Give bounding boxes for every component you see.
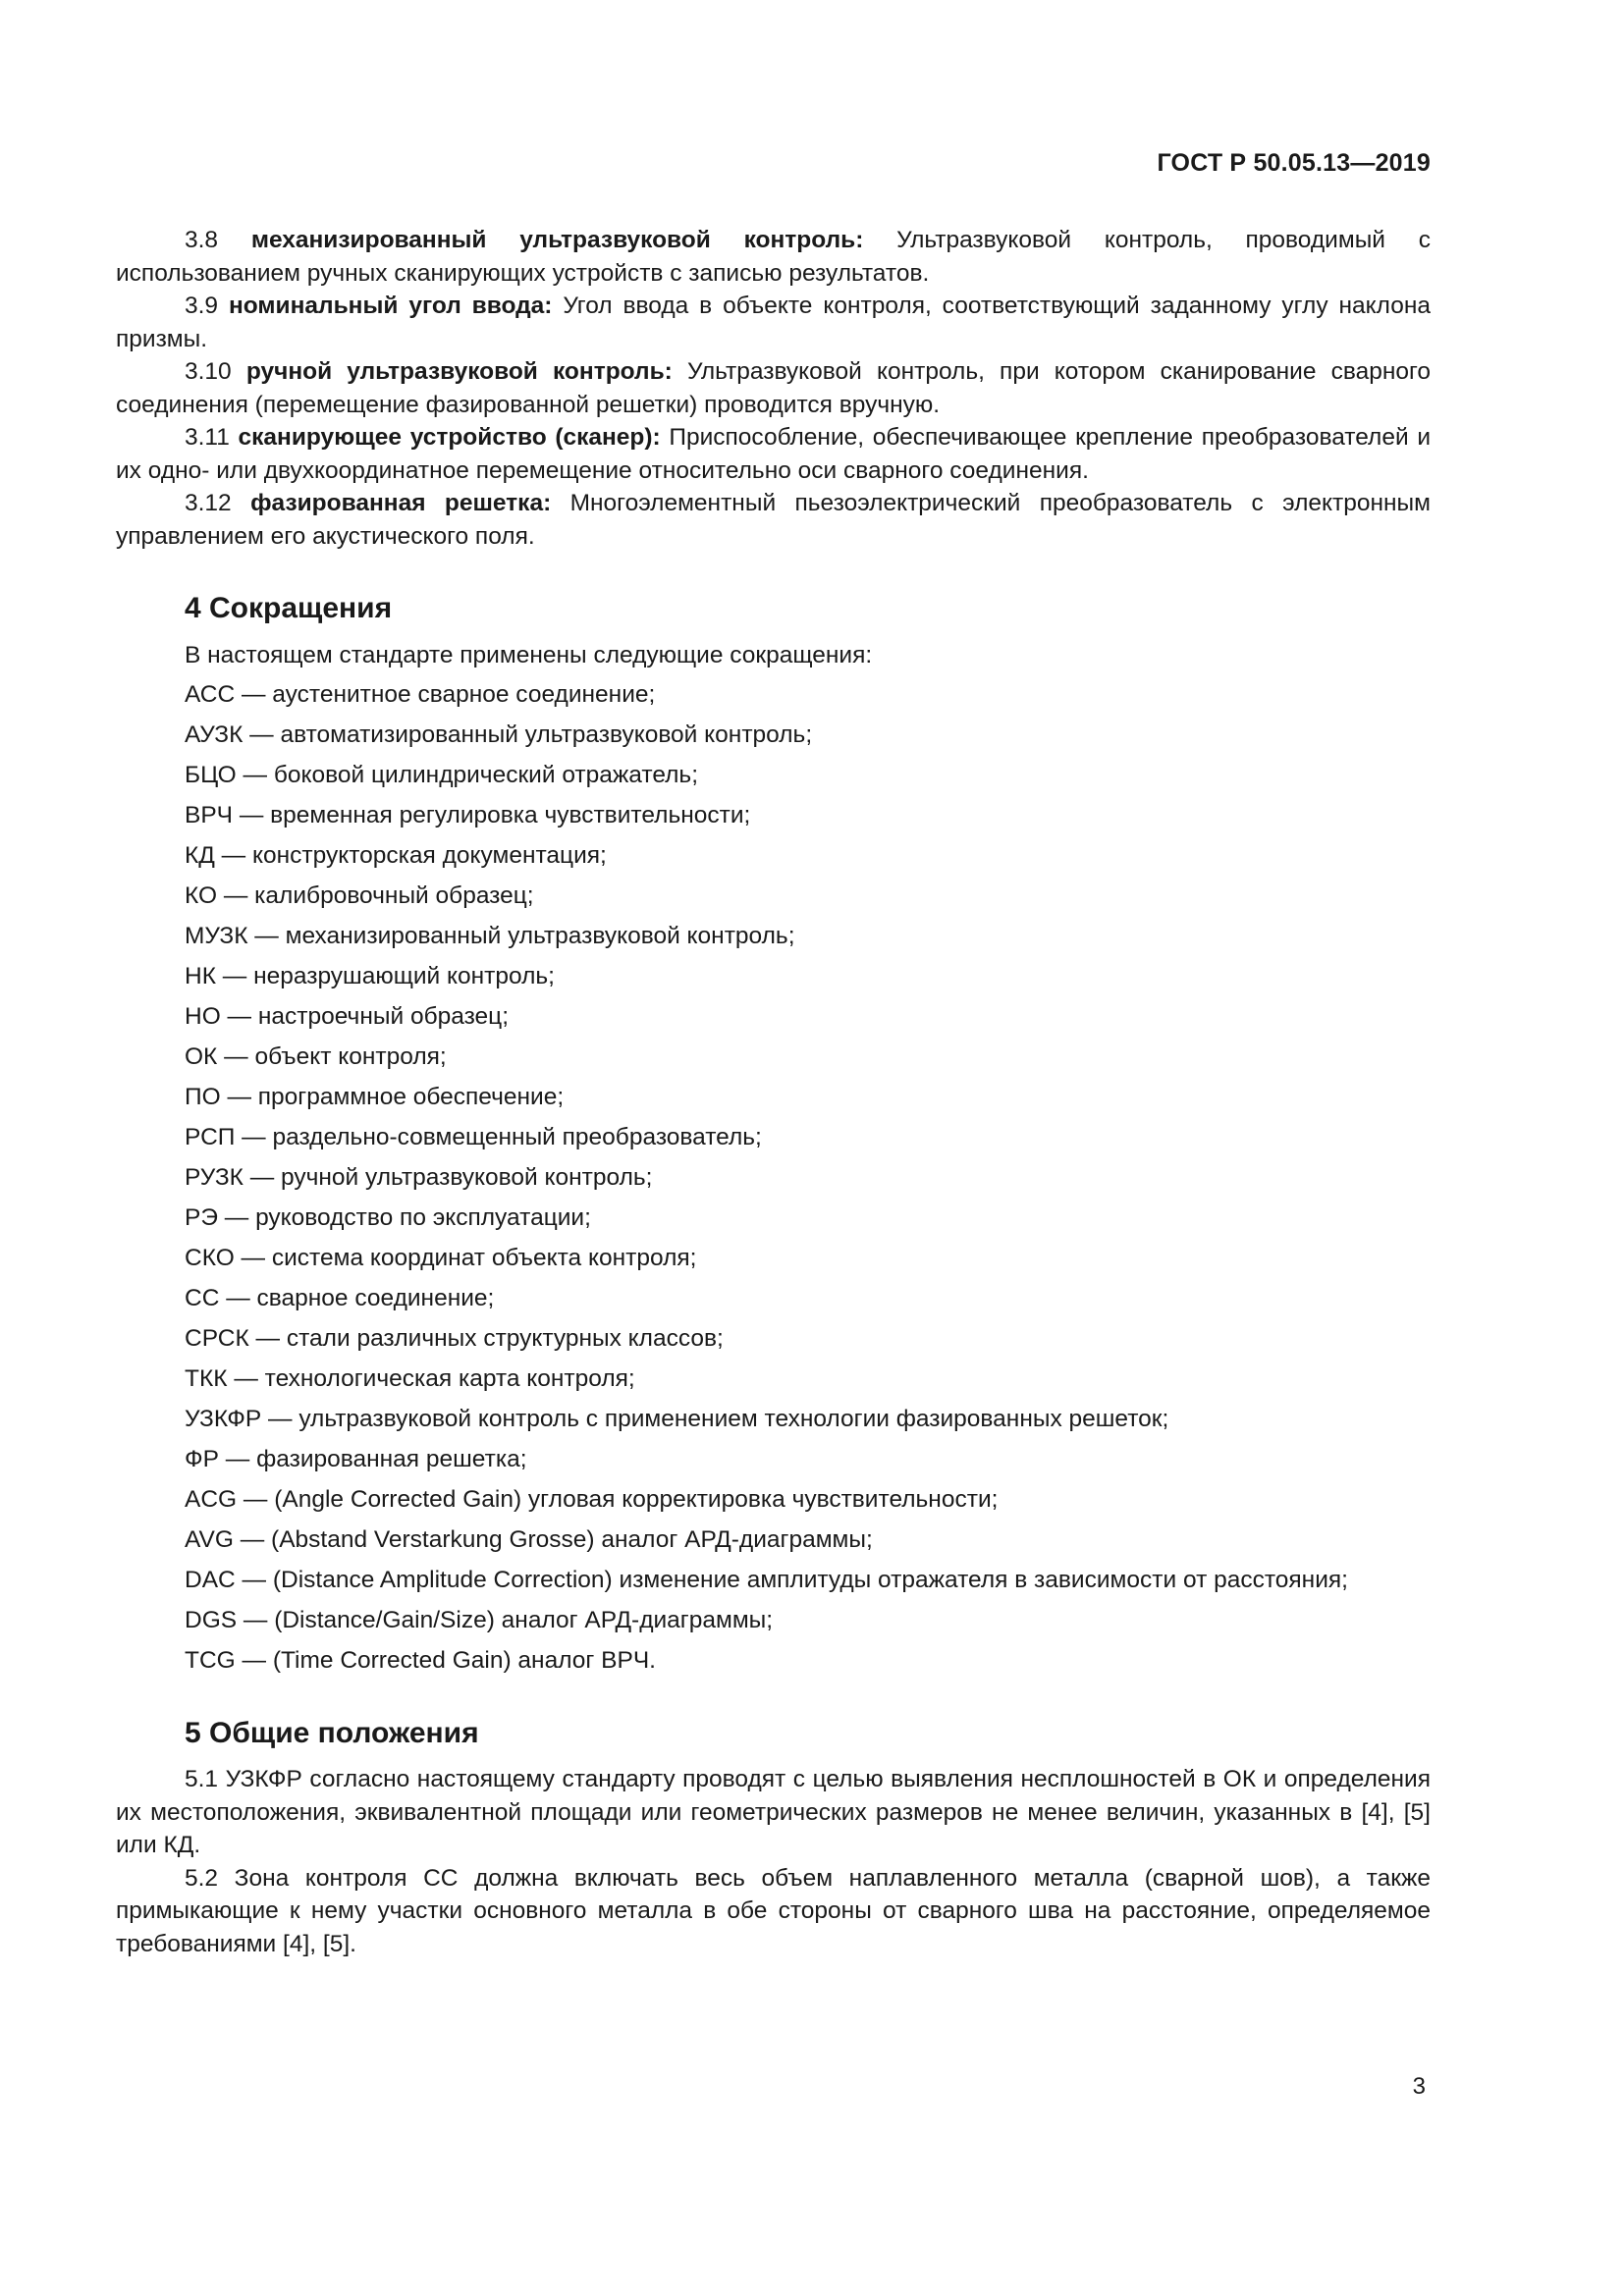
abbreviation-item: АУЗК — автоматизированный ультразвуковой контроль;: [185, 721, 813, 748]
page-number: 3: [1412, 2073, 1426, 2100]
term-name: фазированная решетка:: [250, 490, 552, 516]
term-definition: Ультразвуковой контроль, проводимый с использованием ручных сканирующих устройств с записью результатов.: [116, 227, 1432, 287]
term-definition: Ультразвуковой контроль, при котором сканирование сварного соединения (перемещение фазированной решетки) проводится вручную.: [116, 358, 1432, 418]
abbreviation-item: РЭ — руководство по эксплуатации;: [185, 1204, 591, 1231]
term-number: 3.11: [185, 424, 230, 451]
term-name: сканирующее устройство (сканер):: [238, 424, 661, 451]
term-name: ручной ультразвуковой контроль:: [245, 358, 673, 385]
abbreviation-item: РУЗК — ручной ультразвуковой контроль;: [185, 1164, 653, 1191]
term-number: 3.10: [185, 358, 232, 385]
abbreviation-item: НК — неразрушающий контроль;: [185, 963, 555, 989]
abbreviation-item: ВРЧ — временная регулировка чувствительности;: [185, 802, 751, 828]
term-3-8: [116, 224, 1431, 290]
term-definition: Приспособление, обеспечивающее крепление преобразователей и их одно- или двухкоординатное перемещение относительно оси сварного соединения.: [116, 424, 1431, 484]
term-3-10: [116, 355, 1431, 421]
abbreviation-item: РСП — раздельно-совмещенный преобразователь;: [185, 1124, 762, 1150]
document-code: ГОСТ Р 50.05.13—2019: [1157, 149, 1431, 177]
paragraph-5-1: 5.1 УЗКФР согласно настоящему стандарту проводят с целью выявления несплошностей в ОК и определения их местоположения, эквивалентной площади или геометрических размеров не менее величин, указанных в [4], [5] или КД.: [116, 1766, 1431, 1858]
abbreviation-item: ТКК — технологическая карта контроля;: [185, 1365, 635, 1392]
abbreviations-list: [116, 678, 1431, 1678]
abbreviation-item: TCG — (Time Corrected Gain) аналог ВРЧ.: [185, 1647, 656, 1674]
term-number: 3.9: [185, 293, 219, 319]
term-number: 3.8: [185, 227, 219, 253]
abbreviation-item: УЗКФР — ультразвуковой контроль с применением технологии фазированных решеток;: [185, 1406, 1169, 1432]
abbreviation-item: ACG — (Angle Corrected Gain) угловая корректировка чувствительности;: [185, 1486, 999, 1513]
abbreviation-item: ОК — объект контроля;: [185, 1043, 447, 1070]
abbreviation-item: СРСК — стали различных структурных классов;: [185, 1325, 724, 1352]
abbreviation-item: DGS — (Distance/Gain/Size) аналог АРД-диаграммы;: [185, 1607, 774, 1633]
section-5-heading: 5 Общие положения: [185, 1716, 479, 1749]
abbreviation-item: КО — калибровочный образец;: [185, 882, 534, 909]
abbreviation-item: БЦО — боковой цилиндрический отражатель;: [185, 762, 699, 788]
term-definition: Угол ввода в объекте контроля, соответствующий заданному углу наклона призмы.: [116, 293, 1431, 352]
abbreviation-item: ПО — программное обеспечение;: [185, 1084, 565, 1110]
document-body: [116, 224, 1431, 1960]
abbreviation-item: СКО — система координат объекта контроля;: [185, 1245, 697, 1271]
term-name: механизированный ультразвуковой контроль:: [250, 227, 864, 253]
term-3-12: [116, 487, 1431, 553]
abbreviation-item: КД — конструкторская документация;: [185, 842, 607, 869]
abbreviation-item: DAC — (Distance Amplitude Correction) изменение амплитуды отражателя в зависимости от расстояния;: [185, 1567, 1348, 1593]
paragraph-5-2: 5.2 Зона контроля СС должна включать весь объем наплавленного металла (сварной шов), а также примыкающие к нему участки основного металла в обе стороны от сварного шва на расстояние, определяемое требованиями [4], [5].: [116, 1864, 1431, 1957]
abbreviations-intro: В настоящем стандарте применены следующие сокращения:: [185, 641, 873, 668]
abbreviation-item: МУЗК — механизированный ультразвуковой контроль;: [185, 923, 795, 949]
abbreviation-item: НО — настроечный образец;: [185, 1003, 510, 1030]
abbreviation-item: АСС — аустенитное сварное соединение;: [185, 681, 656, 708]
term-number: 3.12: [185, 490, 232, 516]
abbreviation-item: AVG — (Abstand Verstarkung Grosse) аналог АРД-диаграммы;: [185, 1526, 873, 1553]
section-4-heading: 4 Сокращения: [185, 592, 393, 624]
term-3-9: [116, 290, 1431, 355]
abbreviation-item: ФР — фазированная решетка;: [185, 1446, 527, 1472]
term-name: номинальный угол ввода:: [228, 293, 553, 319]
term-definition: Многоэлементный пьезоэлектрический преобразователь с электронным управлением его акустического поля.: [116, 490, 1431, 550]
term-3-11: [116, 421, 1431, 487]
abbreviation-item: СС — сварное соединение;: [185, 1285, 495, 1311]
